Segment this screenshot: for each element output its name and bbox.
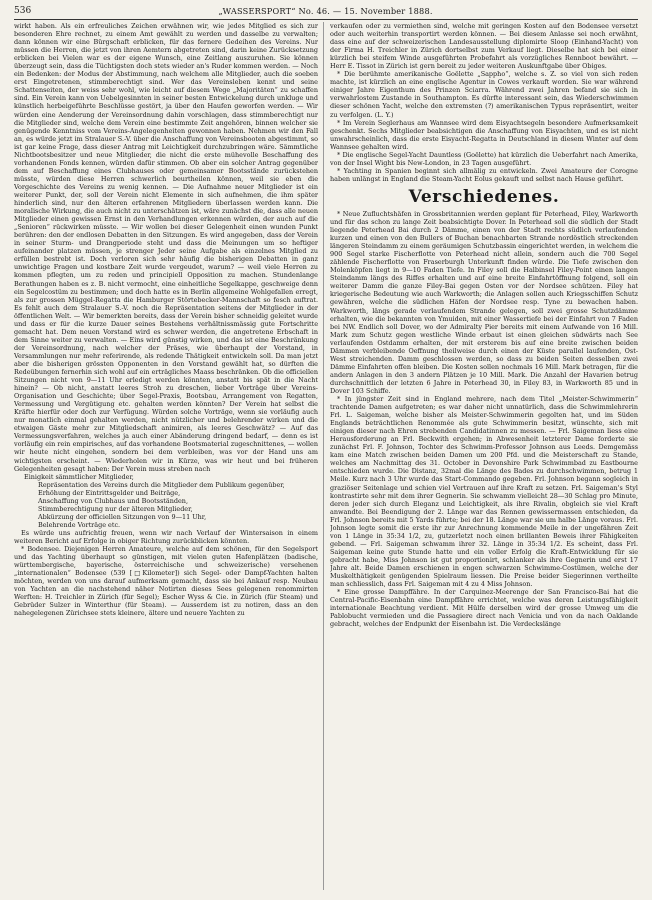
header-rule — [14, 19, 638, 20]
bodensee-paragraph: * Bodensee. Diejenigen Herren Amateure, welche auf dem schönen, für den Segelsport und das Yachting überhaupt so günstigen, mit vielen guten Hafenplätzen (badische, württembergische, bayerische, österreichische und schweizerische) versehenen „internationalen“ Bodensee (539 [□Kilometer]) sich Segel- oder Dampf-Yachten halten möchten, werden von uns darauf aufmerksam gemacht, dass sie bei Ankauf resp. Neubau von Yachten an die nachstehend näher Notirten dieses Sees gelegenen renommirten Werften: H. Treichler in Zürich (für Segel); Escher Wyss & Cie. in Zürich (für Steam) und Gebrüder Sulzer in Winterthur (für Steam). — Ausserdem ist zu notiren, dass an den nahegelegenen Zürichsee stets kleinere, ältere und neuere Yachten zu — [14, 545, 318, 618]
left-column — [14, 22, 318, 892]
news-item: * Die berühmte amerikanische Goëlette „Sappho“, welche s. Z. so viel von sich reden machte, ist kürzlich an eine englische Agentur in Cowes verkauft worden. Sie war während einiger Jahre Eigenthum des Prinzen Sciarra. Während zwei Jahren befand sie sich in verwahrlostem Zustande in Southampton. Es dürfte interessant sein, das Wiederschwimmen dieser schönen Yacht, welche den extremsten (?) amerikanischen Typus repräsentirt, weiter zu verfolgen. (L. Y.) — [330, 70, 638, 119]
news-item: * In jüngster Zeit sind in England mehrere, nach dem Titel „Meister-Schwimmerin“ trachtende Damen aufgetreten; es war daher nicht unnatürlich, dass die Schwimmlehrerin Frl. L. Saigeman, welche bisher als Meister-Schwimmerin gegolten hat, und im Süden Englands beträchtlichen Renommée als gute Schwimmerin besitzt, wünschte, sich mit einigen dieser nach Ehren strebenden Candidatinnen zu messen. — Frl. Saigeman liess eine Herausforderung an Frl. Beckwith ergehen; in Abwesenheit letzterer Dame forderte sie zunächst Frl. F. Johnson, Tochter des Schwimm-Professor Johnson aus Leeds. Demgemäss kam eine Match zwischen beiden Damen um 200 Pfd. und die Meisterschaft zu Stande, welches am Nachmittag des 31. October in Devonshire Park Schwimmbad zu Eastbourne entschieden wurde. Die Distanz, 32mal die Länge des Bades zu durchschwimmen, betrug 1 Meile. Kurz nach 3 Uhr wurde das Start-Commando gegeben. Frl. Johnson begann sogleich in graziöser Seitenlage und schien viel Vertrauen auf ihre Kraft zu setzen. Frl. Saigeman's Styl kontrastirte sehr mit dem ihrer Gegnerin. Sie schwamm vielleicht 28—30 Schlag pro Minute, deren jeder sich durch Eleganz und Leichtigkeit, als ihre Rivalin, obgleich sie viel Kraft anwandte. Bei Beendigung der 2. Länge war das Rennen gewissermassen entschieden, da Frl. Johnson bereits mit 5 Yards führte; bei der 18. Länge war sie um halbe Länge voraus. Frl. Johnson legte somit die erste ihr zur Anrechnung kommende Meile in der ungefähren Zeit von 1 Länge in 35:34 1/2, zu, gutzerletzt noch einen brillanten Beweis ihrer Fähigkeiten gebend. — Frl. Saigeman schwamm ihrer 32. Länge in 35:34 1/2. Es scheint, dass Frl. Saigeman keine gute Stunde hatte und ein voller Erfolg die Kraft-Entwicklung für sie gebracht habe, Miss Johnson ist gut proportionirt, schlanker als ihre Gegnerin und erst 17 Jahre alt. Beide Damen erschienen in engen schwarzen Schwimme-Costümen, welche der Muskelthätigkeit genügenden Spielraum liessen. Die Preise beider Siegerinnen vertheilte man schliesslich, dass Frl. Saigeman mit 4 zu 4 Miss Johnson. — [330, 395, 638, 589]
page-header — [14, 4, 638, 18]
list-item: Einigkeit sämmtlicher Mitglieder, — [24, 472, 134, 481]
list-item: Anschaffung von Clubhaus und Bootsständen, — [38, 496, 188, 505]
list-item: Belehrende Vorträge etc. — [38, 520, 121, 529]
column-separator — [323, 22, 324, 890]
news-item: * Die englische Segel-Yacht Dauntless (Goëlette) hat kürzlich die Ueberfahrt nach Amerika, von der Insel Wight bis New-London, in 23 Tagen ausgeführt. — [330, 150, 638, 167]
list-item: Stimmberechtigung nur der älteren Mitglieder, — [38, 504, 193, 513]
news-item: * Neue Zufluchtshäfen in Grossbritannien werden geplant für Peterhead, Filey, Warkworth und für das schon zu lange Zeit beabsichtigte Dover. In Peterhead soll die südlich der Stadt liegende Peterhead Bai durch 2 Dämme, einen von der Stadt rechts südlich verlaufenden kurzen und einen von den Bullers of Buchan benachbarten Strande nordöstlich streckenden längeren Steindamm zu einem geräumigen Schutzbassin eingerichtet werden, in welchem die 900 Segel starke Fischerflotte von Peterhead nicht allein, sondern auch die 700 Segel zählende Fischerflotte von Fraserburgh Unterkunft finden würde. Die Tiefe zwischen den Molenköpfen liegt in 9—10 Faden Tiefe. In Filey soll die Halbinsel Filey-Point einen langen Steindamm längs des Riffes erhalten und auf eine breite Einfahrtöffnung folgend, soll ein weiterer Damm die ganze Filey-Bai gegen Osten vor der Nordsee schützen. Filey hat kriegerische Bedeutung wie auch Warkworth; die Anlagen sollen auch Kriegsschiffen Schutz gewähren, welche die südlichen Häfen der Nordsee resp. Tyne zu bewachen haben. Warkworth, längs gerade verlaufendem Strande gelegen, soll zwei grosse Schutzdämme erhalten, wie die bekannten von Ymuiden, mit einer Wassertiefe bei der Einfahrt von 7 Faden bei NW. Endlich soll Dover, wo der Admiralty Pier bereits mit einem Aufwande von 16 Mill. Mark zum Schutz gegen westliche Winde erbaut ist einen gleichen südwärts nach See verlaufenden Ostdamm erhalten, der mit ersterem bis auf eine breite zwischen beiden Dämmen verbleibende Oeffnung theilweise durch einen der Küste parallel laufenden, Ost-West streichenden. Damm geschlossen werden, so dass zu beiden Seiten desselben zwei Dämme Einfahrten offen bleiben. Die Kosten sollen nochmals 16 Mill. Mark betragen, für die andern Anlagen in den 3 andern Plätzen je 10 Mill. Mark. Die Anzahl der Havarien betrug durchschnittlich der letzten 6 Jahre in Peterhead 30, in Filey 83, in Warkworth 85 und in Dover 103 Schiffe. — [330, 209, 638, 395]
list-item: Repräsentation des Vereins durch die Mitglieder dem Publikum gegenüber, — [38, 480, 285, 489]
news-item: * Eine grosse Dampffähre. In der Carquinez-Meerenge der San Francisco-Bai hat die Central-Pacific-Eisenbahn eine Dampffähre errichtet, welche was deren Leistungsfähigkeit internationale Beachtung verdient. Mit Hülfe derselben wird der grosse Umweg um die Pablobucht vermieden und die Passagiere direct nach Venicia und von da nach Oaklande gebracht, welches der Endpunkt der Eisenbahn ist. Die Verdeckslänge — [330, 588, 638, 629]
closing-paragraph: Es würde uns aufrichtig freuen, wenn wir nach Verlauf der Wintersaison in einem weiteren Bericht auf Erfolge in obiger Richtung zurückblicken könnten. — [14, 528, 318, 545]
section-title: Verschiedenes. — [408, 186, 560, 207]
running-title: „WASSERSPORT“ No. 46. — 15. November 1888. — [218, 6, 433, 16]
article-paragraph: verkaufen oder zu vermiethen sind, welche mit geringen Kosten auf den Bodensee versetzt oder auch weiterhin transportirt werden können. — Bei diesem Anlasse sei noch erwähnt, dass eine auf der schweizerischen Landesausstellung diplomirte Sloop (Einhand-Yacht) von der Firma H. Treichler in Zürich dortselbst zum Verkauf liegt. Dieselbe hat sich bei einer kürzlich bei steifem Winde ausgeführten Probefahrt als vorzügliches Rennboot bewährt. — Herr E. Tissot in Zürich ist gern bereit zu jeder weiteren Auskunftgabe über Obiges. — [330, 22, 638, 71]
news-item: * Yachting in Spanien beginnt sich allmälig zu entwickeln. Zwei Amateure der Corogne haben unlängst in England die Steam-Yacht Eolus gekauft und selbst nach Hause geführt. — [330, 166, 638, 183]
list-item: Erhöhung der Eintrittsgelder und Beiträge, — [38, 488, 181, 497]
news-item: * Im Verein Seglerhaus am Wannsee wird dem Eisyachtsegeln besondere Aufmerksamkeit geschenkt. Sechs Mitglieder beabsichtigen die Anschaffung von Eisyachten, und es ist nicht unwahrscheinlich, dass die erste Eisyacht-Regatta in Deutschland in diesem Winter auf dem Wannsee gehalten wird. — [330, 118, 638, 151]
list-item: Abkürzung der officiellen Sitzungen von 9—11 Uhr, — [38, 512, 207, 521]
article-paragraph: wirkt haben. Als ein erfreuliches Zeichen erwähnen wir, wie jedes Mitglied es sich zur besonderen Ehre rechnet, zu einem Amt gewählt zu werden und dasselbe zu verwalten; dann können wir eine Bürgschaft erblicken, für das fernere Gedeihen des Vereins. Nur müssen die Herren, die jetzt von ihren Aemtern abgetreten sind, darin keine Zurücksetzung erblicken bei Vielen war es der eigene Wunsch, eine Zeitlang auszuruhen. Sie können überzeugt sein, dass die Tüchtigsten doch stets wieder an's Ruder kommen werden. — Noch ein Bedenken: der Modus der Abstimmung, nach welchem alle Mitglieder, auch die soeben erst Eingetretenen, stimmberechtigt sind. Wer das Vereinsleben kennt und seine Schattenseiten, der weiss sehr wohl, wie leicht auf diesem Wege „Majoritäten“ zu schaffen sind. Ein Verein kann von Uebelgesinnten in seiner besten Entwickelung durch unkluge und künstlich herbeigeführte Beschlüsse gestört, ja über den Haufen geworfen werden. — Wir würden eine Aenderung der Vereinsordnung dahin vorschlagen, dass stimmberechtigt nur die Mitglieder sind, welche dem Verein eine bestimmte Zeit angehören, binnen welcher sie genügende Kenntniss vom Vereins-Angelegenheiten gewonnen haben. Nehmen wir den Fall an, es würde jetzt im Stralauer S.-V. über die Anschaffung von Vereinsbooten abgestimmt, so ist gar keine Frage, dass dieser Antrag mit Leichtigkeit durchzubringen wäre. Sämmtliche Nichtbootsbesitzer und neue Mitglieder, die nicht die erste mühevolle Beschaffung des vorhandenen Fonds kennen, würden dafür stimmen. Ob aber ein solcher Antrag gegenüber dem auf Beschaffung eines Clubhauses oder gemeinsamer Bootsstände zurückstehen müsste, würden diese Herren schwerlich beurtheilen können, weil sie eben die Vorgeschichte des Vereins zu wenig kennen. — Die Aufnahme neuer Mitglieder ist ein weiterer Punkt, der, soll der Verein nicht Elemente in sich aufnehmen, die ihm später hinderlich sind, nur den älteren erfahrenen Mitgliedern überlassen werden kann. Die moralische Wirkung, die auch nicht zu unterschätzen ist, wäre zunächst die, dass alle neuen Mitglieder einen gewissen Ernst in den Verhandlungen erkennen würden, der auch auf die „Senioren“ rückwirken müsste. — Wir wollen bei dieser Gelegenheit einen wunden Punkt berühren: den der endlosen Debatten in den Sitzungen. Es wird angegeben, dass der Verein in seiner Sturm- und Drangperiode steht und dass die Meinungen um so heftiger aufeinander platzen müssen, je strenger Jeder seine Aufgabe als einzelnes Mitglied zu erfüllen bestrebt ist. Doch verloren sich sehr häufig die bisherigen Debatten in ganz unwichtige Fragen und kostbare Zeit wurde vergeudet, warum? — weil viele Herren zu kommen pflegten, um zu reden und principiell Opposition zu machen. Stundenlange Berathungen haben es z. B. nicht vermocht, eine einheitliche Segelkappe, geschweige denn ein Segelcostüm zu bestimmen; und doch hatte es in Berlin allgemeine Wohlgefallen erregt, als zur grossen Müggel-Regatta die Hamburger Störtebecker-Mannschaft so fesch auftrat. Es fehlt auch dem Stralauer S.-V. noch die Repräsentation seitens der Mitglieder in der öffentlichen Welt. — Wir bemerkten bereits, dass der Verein bisher schneidig geleitet wurde und dass er für die kurze Dauer seines Bestehens verhältnissmässig gute Fortschritte gemacht hat. Dem neuen Vorstand wird es schwer werden, die angetretene Erbschaft in dem Sinne weiter zu verwalten. — Eins wird günstig wirken, und das ist eine Beschränkung der Vereinsordnung, nach welcher der Präses, wie überhaupt der Vorstand, in Versammlungen nur mehr referirende, als redende Thätigkeit entwickeln soll. Da man jetzt aber die bisherigen grössten Opponenten in den Vorstand gewählt hat, so dürften die Redeübungen fernerhin sich wohl auf ein erträgliches Maass beschränken. Ob die officiellen Sitzungen nicht von 9—11 Uhr erledigt werden könnten, anstatt bis spät in die Nacht hinein? — Ob nicht, anstatt leeres Stroh zu dreschen, lieber Vorträge über Vereins-Organisation und Geschichte; über Segel-Praxis, Bootsbau, Arrangement von Regatten, Vermessung und Vergütigung etc. gehalten werden könnten? Der Verein hat selbst die Kräfte hierfür oder doch zur Verfügung. Würden solche Vorträge, wenn sie vorläufig auch nur monatlich einmal gehalten werden, nicht nützlicher und belehrender wirken und die etwaigen Gäste mehr zur Mitgliedschaft animiren, als leeres Geschwätz? — Auf das Vermessungsverfahren, welches ja auch einer Abänderung dringend bedarf, — denn es ist vorläufig ein rein empirisches, auf das vorhandene Bootsmaterial zugeschnittenes, — wollen wir heute nicht eingehen, sondern bei dem verbleiben, was vor der Hand uns am wichtigsten erscheint. — Wiederholen wir in Kürze, was wir heut und bei früheren Gelegenheiten gesagt haben: Der Verein muss streben nach — [14, 22, 318, 473]
right-column — [330, 22, 638, 892]
page-number: 536 — [14, 6, 32, 16]
